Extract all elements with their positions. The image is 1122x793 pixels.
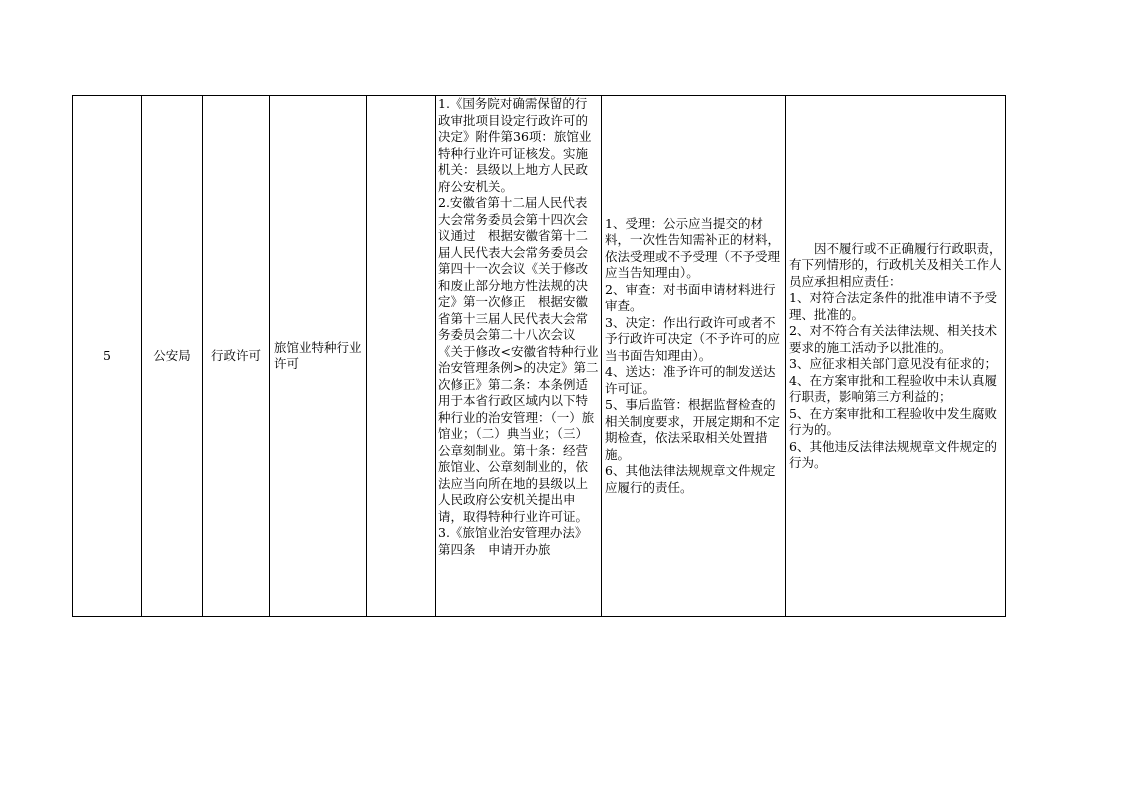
power-type: 行政许可 [210, 347, 261, 363]
accountability-item: 2、对不符合有关法律法规、相关技术要求的施工活动予以批准的。 [789, 323, 997, 355]
extra-cell [367, 96, 436, 617]
legal-basis-item: 2.安徽省第十二届人民代表大会常务委员会第十四次会议通过 根据安徽省第十二届人民代表大会常务委员会第四十一次会议《关于修改和废止部分地方性法规的决定》第一次修正 根据安徽省第十三届人民代表大会常务委员会第二十八次会议《关于修改<安徽省特种行业治安管理条例>的决定》第二次修正》第二条：本条例适用于本省行政区域内以下特种行业的治安管理：（一）旅馆业；（二）典当业；（三）公章刻制业。第十条：经营旅馆业、公章刻制业的，依法应当向所在地的县级以上人民政府公安机关提出申请，取得特种行业许可证。 [438, 195, 599, 524]
process-step: 5、事后监管：根据监督检查的相关制度要求，开展定期和不定期检查，依法采取相关处置措施。 [605, 397, 781, 462]
row-number: 5 [103, 347, 111, 363]
legal-basis-cell [436, 96, 602, 617]
power-type-cell [203, 96, 270, 617]
department: 公安局 [153, 347, 191, 363]
accountability-intro: 因不履行或不正确履行行政职责，有下列情形的，行政机关及相关工作人员应承担相应责任： [789, 240, 1002, 289]
process-step: 6、其他法律法规规章文件规定应履行的责任。 [605, 463, 776, 495]
item-name-cell [270, 96, 367, 617]
process-step: 1、受理：公示应当提交的材料，一次性告知需补正的材料，依法受理或不予受理（不予受理应当告知理由）。 [605, 215, 781, 281]
item-name: 旅馆业特种行业许可 [274, 339, 362, 371]
process-step: 4、送达：准予许可的制发送达许可证。 [605, 364, 776, 396]
accountability-item: 1、对符合法定条件的批准申请不予受理、批准的。 [789, 290, 997, 322]
power-list-table [72, 95, 1006, 617]
accountability-item: 6、其他违反法律法规规章文件规定的行为。 [789, 438, 997, 470]
accountability-item: 4、在方案审批和工程验收中未认真履行职责，影响第三方利益的； [789, 372, 997, 404]
legal-basis-item: 3.《旅馆业治安管理办法》第四条 申请开办旅 [438, 525, 588, 557]
accountability-cell [786, 96, 1006, 617]
department-cell [142, 96, 203, 617]
accountability-text [786, 241, 1005, 472]
legal-basis-item: 1.《国务院对确需保留的行政审批项目设定行政许可的决定》附件第36项：旅馆业特种行业许可证核发。实施机关：县级以上地方人民政府公安机关。 [438, 96, 592, 194]
process-text [602, 216, 785, 497]
row-number-cell [73, 96, 142, 617]
table-row [73, 96, 1006, 617]
accountability-item: 5、在方案审批和工程验收中发生腐败行为的。 [789, 405, 997, 437]
accountability-item: 3、应征求相关部门意见没有征求的； [789, 356, 997, 371]
process-step: 2、审查：对书面申请材料进行审查。 [605, 281, 776, 314]
process-step: 3、决定：作出行政许可或者不予行政许可决定（不予许可的应当书面告知理由）。 [605, 314, 781, 363]
process-cell [602, 96, 786, 617]
legal-basis-text [436, 96, 601, 616]
